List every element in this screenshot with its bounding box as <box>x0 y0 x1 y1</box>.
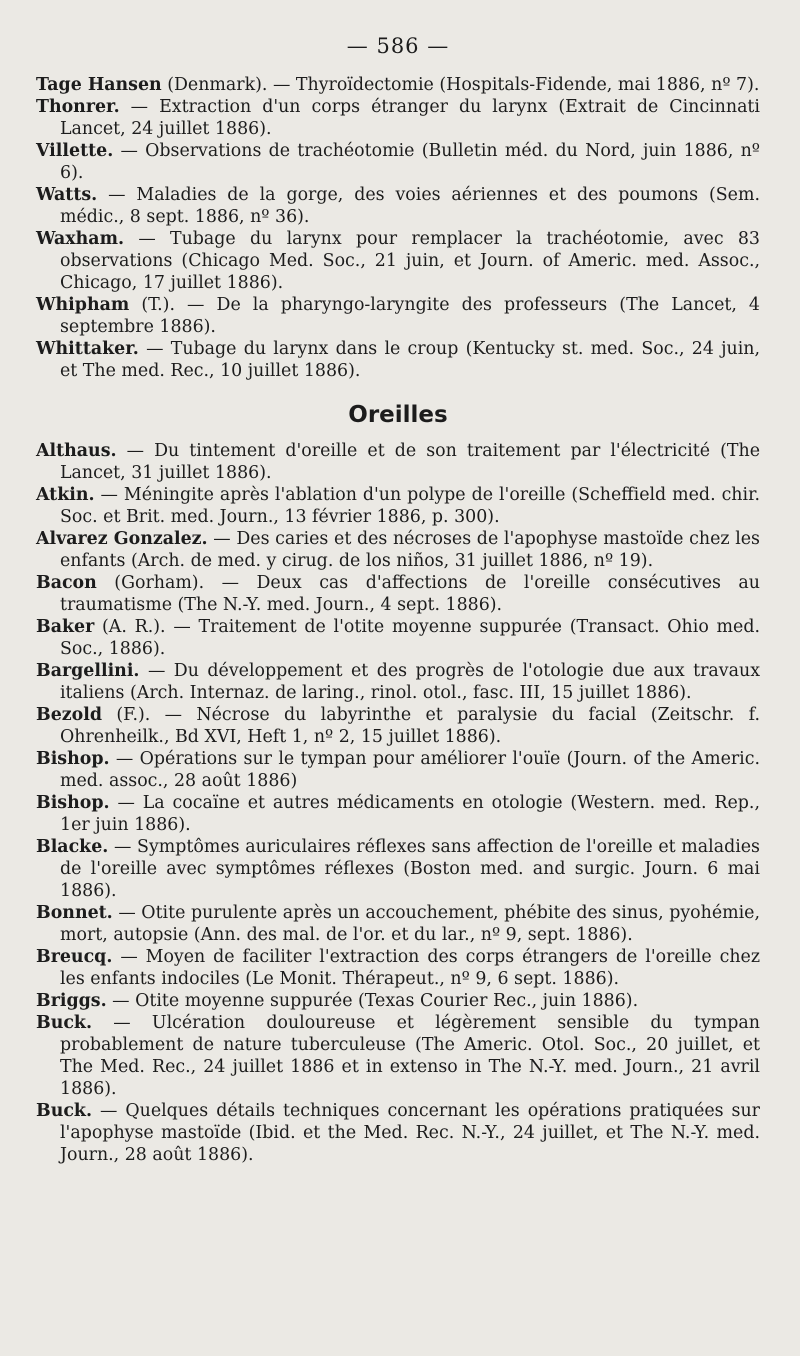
entry-citation: — Tubage du larynx pour remplacer la trachéotomie, avec 83 observations (Chicago Med. Soc., 21 juin, et Journ. of Americ. med. Assoc., Chicago, 17 juillet 1886). <box>60 229 760 293</box>
entry-citation: — Otite moyenne suppurée (Texas Courier Rec., juin 1886). <box>106 991 639 1011</box>
entry-author: Bonnet. <box>36 903 113 923</box>
entry-author-note: (A. R.). <box>94 617 166 637</box>
entry-author: Alvarez Gonzalez. <box>36 529 208 549</box>
entry-citation: — De la pharyngo-laryngite des professeurs (The Lancet, 4 septembre 1886). <box>60 295 760 337</box>
bibliography-entry <box>36 748 760 792</box>
entry-author: Buck. <box>36 1101 93 1121</box>
entry-citation: — Traitement de l'otite moyenne suppurée (Transact. Ohio med. Soc., 1886). <box>60 617 760 659</box>
entry-author: Briggs. <box>36 991 107 1011</box>
bibliography-entry <box>36 184 760 228</box>
entry-author-note: (Denmark). <box>161 75 268 95</box>
entry-citation: — Ulcération douloureuse et légèrement sensible du tympan probablement de nature tuberculeuse (The Americ. Otol. Soc., 20 juillet, et The Med. Rec., 24 juillet 1886 et in extenso in The N.-Y. med. Journ., 21 avril 1886). <box>60 1013 760 1099</box>
entry-author: Blacke. <box>36 837 109 857</box>
bibliography-entry <box>36 140 760 184</box>
bibliography-entry <box>36 338 760 382</box>
entry-author: Bargellini. <box>36 661 140 681</box>
section-heading: Oreilles <box>348 402 448 428</box>
bibliography-entry <box>36 228 760 294</box>
entry-author: Baker <box>36 617 95 637</box>
bibliography-entry <box>36 440 760 484</box>
entry-author: Whipham <box>36 295 130 315</box>
entry-citation: — Deux cas d'affections de l'oreille consécutives au traumatisme (The N.-Y. med. Journ., 4 sept. 1886). <box>60 573 760 615</box>
entry-citation: — La cocaïne et autres médicaments en otologie (Western. med. Rep., 1er juin 1886). <box>60 793 760 835</box>
bibliography-entry <box>36 528 760 572</box>
entry-author: Bacon <box>36 573 97 593</box>
bibliography-entry <box>36 294 760 338</box>
entry-citation: — Moyen de faciliter l'extraction des corps étrangers de l'oreille chez les enfants indociles (Le Monit. Thérapeut., nº 9, 6 sept. 1886). <box>60 947 760 989</box>
entry-author: Atkin. <box>36 485 95 505</box>
bibliography-entry <box>36 484 760 528</box>
bibliography-entry <box>36 990 760 1012</box>
bibliography-entry <box>36 1100 760 1166</box>
entry-author: Bezold <box>36 705 103 725</box>
entry-citation: — Du développement et des progrès de l'otologie due aux travaux italiens (Arch. Internaz. de laring., rinol. otol., fasc. III, 15 juillet 1886). <box>60 661 760 703</box>
entry-author: Althaus. <box>36 441 117 461</box>
bibliography-entry <box>36 792 760 836</box>
entry-author: Buck. <box>36 1013 93 1033</box>
entry-author: Whittaker. <box>36 339 139 359</box>
entry-author: Watts. <box>36 185 98 205</box>
bibliography-entry <box>36 836 760 902</box>
entry-author: Tage Hansen <box>36 75 162 95</box>
entry-citation: — Opérations sur le tympan pour améliorer l'ouïe (Journ. of the Americ. med. assoc., 28 août 1886) <box>60 749 760 791</box>
entry-citation: — Méningite après l'ablation d'un polype de l'oreille (Scheffield med. chir. Soc. et Brit. med. Journ., 13 février 1886, p. 300). <box>60 485 760 527</box>
bibliography-entry <box>36 74 760 96</box>
entry-author: Villette. <box>36 141 114 161</box>
entry-citation: — Symptômes auriculaires réflexes sans affection de l'oreille et maladies de l'oreille avec symptômes réflexes (Boston med. and surgic. Journ. 6 mai 1886). <box>60 837 760 901</box>
entry-citation: — Observations de trachéotomie (Bulletin méd. du Nord, juin 1886, nº 6). <box>60 141 760 183</box>
entry-citation: — Otite purulente après un accouchement, phébite des sinus, pyohémie, mort, autopsie (Ann. des mal. de l'or. et du lar., nº 9, sept. 1886). <box>60 903 760 945</box>
bibliography-entry <box>36 704 760 748</box>
bibliography-list-oreilles <box>36 440 760 1166</box>
bibliography-entry <box>36 946 760 990</box>
entry-author-note: (F.). <box>102 705 151 725</box>
entry-author: Waxham. <box>36 229 125 249</box>
bibliography-entry <box>36 1012 760 1100</box>
entry-author-note: (Gorham). <box>96 573 205 593</box>
entry-author: Thonrer. <box>36 97 120 117</box>
entry-citation: — Extraction d'un corps étranger du larynx (Extrait de Cincinnati Lancet, 24 juillet 1886). <box>60 97 760 139</box>
bibliography-entry <box>36 96 760 140</box>
entry-author: Bishop. <box>36 793 110 813</box>
entry-citation: — Thyroïdectomie (Hospitals-Fidende, mai 1886, nº 7). <box>267 75 760 95</box>
entry-citation: — Nécrose du labyrinthe et paralysie du facial (Zeitschr. f. Ohrenheilk., Bd XVI, Heft 1, nº 2, 15 juillet 1886). <box>60 705 760 747</box>
bibliography-entry <box>36 660 760 704</box>
entry-citation: — Quelques détails techniques concernant les opérations pratiquées sur l'apophyse mastoïde (Ibid. et the Med. Rec. N.-Y., 24 juillet, et The N.-Y. med. Journ., 28 août 1886). <box>60 1101 760 1165</box>
entry-citation: — Maladies de la gorge, des voies aériennes et des poumons (Sem. médic., 8 sept. 1886, nº 36). <box>60 185 760 227</box>
bibliography-entry <box>36 902 760 946</box>
page-number: — 586 — <box>346 34 450 58</box>
entry-author: Breucq. <box>36 947 113 967</box>
entry-citation: — Du tintement d'oreille et de son traitement par l'électricité (The Lancet, 31 juillet 1886). <box>60 441 760 483</box>
entry-author: Bishop. <box>36 749 110 769</box>
entry-citation: — Tubage du larynx dans le croup (Kentucky st. med. Soc., 24 juin, et The med. Rec., 10 juillet 1886). <box>60 339 760 381</box>
entry-citation: — Des caries et des nécroses de l'apophyse mastoïde chez les enfants (Arch. de med. y cirug. de los niños, 31 juillet 1886, nº 19). <box>60 529 760 571</box>
entry-author-note: (T.). <box>129 295 175 315</box>
bibliography-entry <box>36 616 760 660</box>
bibliography-entry <box>36 572 760 616</box>
bibliography-list-larynx <box>36 74 760 382</box>
